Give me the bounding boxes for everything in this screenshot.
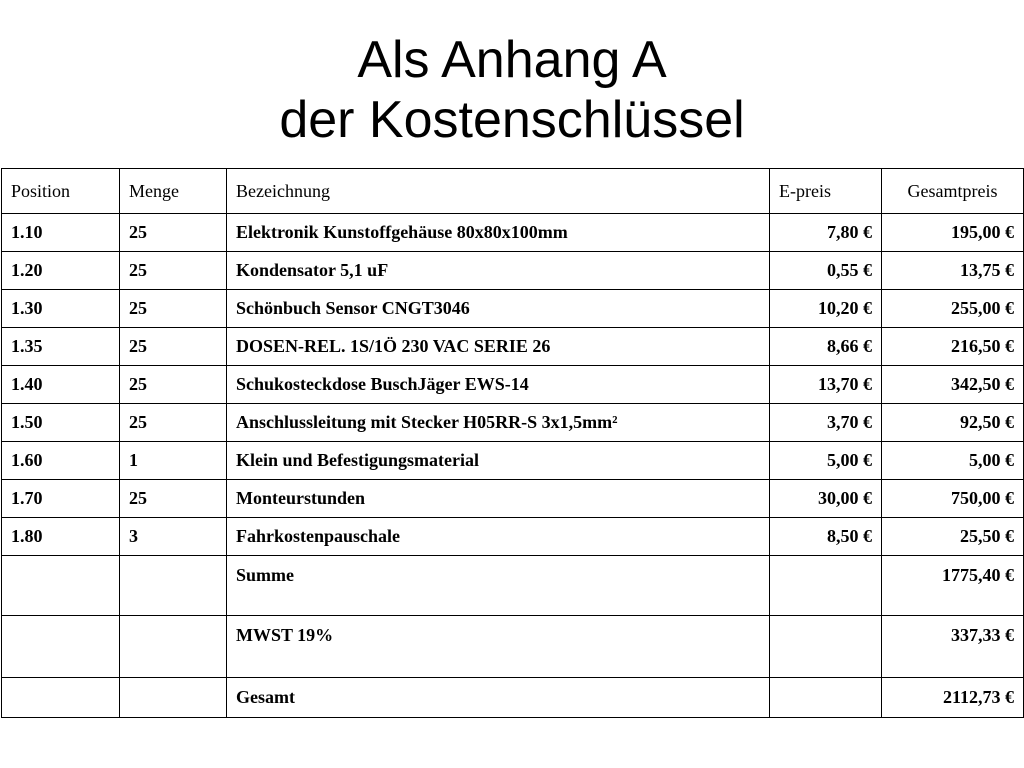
cell-epreis: 0,55 €	[770, 252, 882, 290]
cell-position: 1.20	[2, 252, 120, 290]
cell-menge: 25	[120, 404, 227, 442]
header-menge: Menge	[120, 169, 227, 214]
summary-row-summe	[2, 556, 1024, 616]
summe-label: Summe	[227, 556, 770, 616]
cell-position: 1.60	[2, 442, 120, 480]
table-row	[2, 328, 1024, 366]
empty-cell	[2, 678, 120, 718]
header-gesamtpreis: Gesamtpreis	[882, 169, 1024, 214]
cell-menge: 25	[120, 328, 227, 366]
cell-gesamtpreis: 92,50 €	[882, 404, 1024, 442]
title-line-2: der Kostenschlüssel	[279, 91, 745, 149]
table-row	[2, 442, 1024, 480]
header-epreis: E-preis	[770, 169, 882, 214]
cell-menge: 1	[120, 442, 227, 480]
cell-menge: 3	[120, 518, 227, 556]
cell-gesamtpreis: 216,50 €	[882, 328, 1024, 366]
table-row	[2, 518, 1024, 556]
cell-bezeichnung: Klein und Befestigungsmaterial	[227, 442, 770, 480]
table-body	[2, 214, 1024, 718]
cell-epreis: 3,70 €	[770, 404, 882, 442]
cell-bezeichnung: Schukosteckdose BuschJäger EWS-14	[227, 366, 770, 404]
cell-position: 1.35	[2, 328, 120, 366]
cell-epreis: 13,70 €	[770, 366, 882, 404]
summe-value: 1775,40 €	[882, 556, 1024, 616]
cell-position: 1.10	[2, 214, 120, 252]
gesamt-label: Gesamt	[227, 678, 770, 718]
cell-position: 1.40	[2, 366, 120, 404]
cell-epreis: 30,00 €	[770, 480, 882, 518]
table-row	[2, 290, 1024, 328]
cell-gesamtpreis: 25,50 €	[882, 518, 1024, 556]
slide-title	[0, 30, 1024, 150]
cell-gesamtpreis: 195,00 €	[882, 214, 1024, 252]
cell-menge: 25	[120, 214, 227, 252]
cell-epreis: 8,50 €	[770, 518, 882, 556]
table-row	[2, 366, 1024, 404]
cell-position: 1.30	[2, 290, 120, 328]
cell-gesamtpreis: 13,75 €	[882, 252, 1024, 290]
header-position: Position	[2, 169, 120, 214]
table-row	[2, 480, 1024, 518]
empty-cell	[770, 678, 882, 718]
cell-epreis: 10,20 €	[770, 290, 882, 328]
cell-gesamtpreis: 255,00 €	[882, 290, 1024, 328]
cell-menge: 25	[120, 290, 227, 328]
cell-gesamtpreis: 342,50 €	[882, 366, 1024, 404]
cell-position: 1.70	[2, 480, 120, 518]
cell-gesamtpreis: 5,00 €	[882, 442, 1024, 480]
cell-epreis: 7,80 €	[770, 214, 882, 252]
empty-cell	[120, 616, 227, 678]
cell-epreis: 5,00 €	[770, 442, 882, 480]
title-line-1: Als Anhang A	[357, 31, 667, 89]
empty-cell	[2, 616, 120, 678]
cell-epreis: 8,66 €	[770, 328, 882, 366]
cell-bezeichnung: Schönbuch Sensor CNGT3046	[227, 290, 770, 328]
table-row	[2, 252, 1024, 290]
cell-menge: 25	[120, 366, 227, 404]
cell-menge: 25	[120, 480, 227, 518]
cell-bezeichnung: DOSEN-REL. 1S/1Ö 230 VAC SERIE 26	[227, 328, 770, 366]
summary-row-mwst	[2, 616, 1024, 678]
cell-bezeichnung: Kondensator 5,1 uF	[227, 252, 770, 290]
mwst-label: MWST 19%	[227, 616, 770, 678]
summary-row-gesamt	[2, 678, 1024, 718]
table-header-row	[2, 169, 1024, 214]
cell-position: 1.50	[2, 404, 120, 442]
cell-bezeichnung: Anschlussleitung mit Stecker H05RR-S 3x1,5mm²	[227, 404, 770, 442]
cell-bezeichnung: Fahrkostenpauschale	[227, 518, 770, 556]
cell-gesamtpreis: 750,00 €	[882, 480, 1024, 518]
empty-cell	[120, 678, 227, 718]
cell-bezeichnung: Elektronik Kunstoffgehäuse 80x80x100mm	[227, 214, 770, 252]
header-bezeichnung: Bezeichnung	[227, 169, 770, 214]
cell-position: 1.80	[2, 518, 120, 556]
empty-cell	[770, 556, 882, 616]
mwst-value: 337,33 €	[882, 616, 1024, 678]
empty-cell	[2, 556, 120, 616]
cell-bezeichnung: Monteurstunden	[227, 480, 770, 518]
table-row	[2, 214, 1024, 252]
empty-cell	[770, 616, 882, 678]
cell-menge: 25	[120, 252, 227, 290]
gesamt-value: 2112,73 €	[882, 678, 1024, 718]
cost-table	[1, 168, 1024, 718]
table-row	[2, 404, 1024, 442]
empty-cell	[120, 556, 227, 616]
